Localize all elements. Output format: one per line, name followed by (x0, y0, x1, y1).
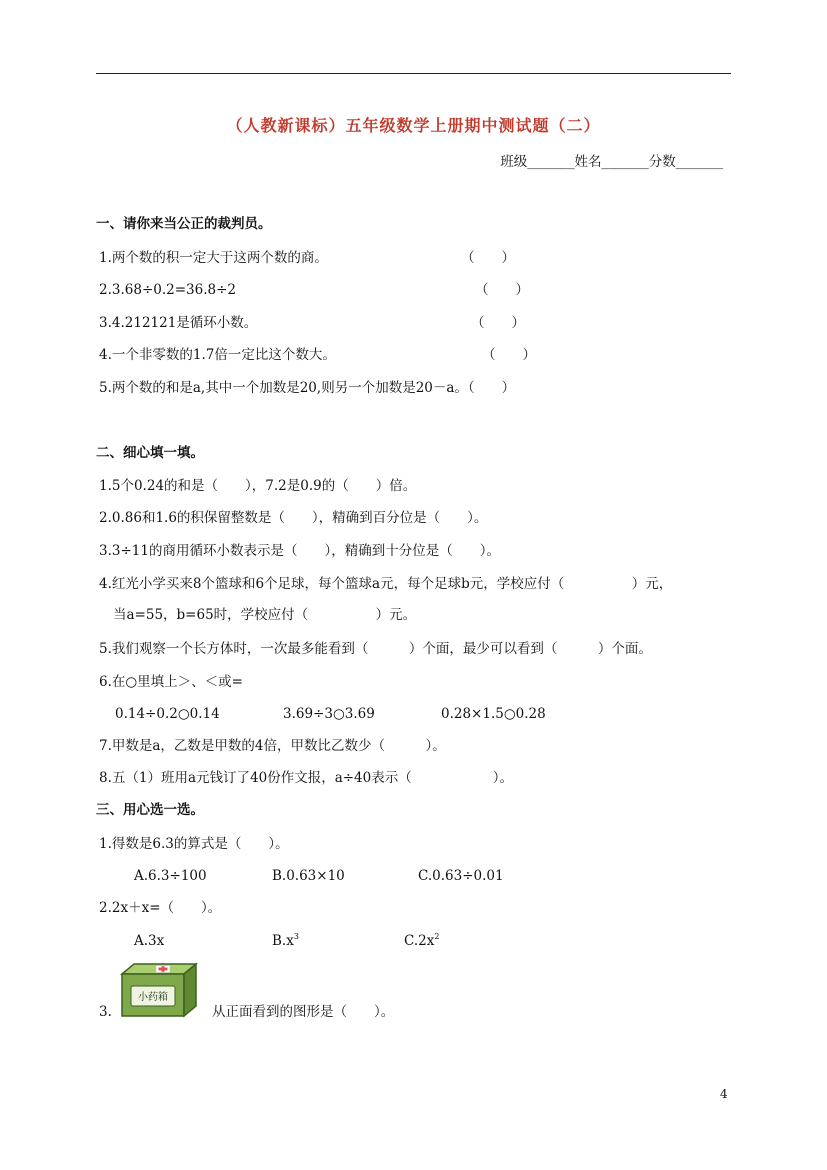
s3-q2-option-b: $B.x^3$ (272, 932, 299, 949)
s3-question-3-text: 从正面看到的图形是（ ）。 (212, 1004, 395, 1020)
exponent-2: 2 (434, 932, 440, 941)
s3-q1-option-b: B.0.63×10 (272, 868, 345, 884)
s3-question-2: 2.2x＋x=（ ）。 (99, 900, 222, 916)
s1-item-1-text: 1.两个数的积一定大于这两个数的商。 (99, 250, 328, 266)
section-3-heading: 三、用心选一选。 (96, 802, 204, 818)
s1-item-1-bracket: （ ） (461, 250, 515, 266)
section-1-heading: 一、请你来当公正的裁判员。 (96, 216, 272, 232)
s3-question-3-number: 3. (99, 1004, 112, 1020)
student-info-line: 班级_______姓名_______分数_______ (500, 154, 723, 170)
s2-item-1: 1.5个0.24的和是（ ），7.2是0.9的（ ）倍。 (99, 478, 417, 494)
compare-2: 3.69÷3○3.69 (283, 706, 375, 722)
medicine-box-label: 小药箱 (138, 992, 168, 1003)
s2-item-7: 7.甲数是a，乙数是甲数的4倍，甲数比乙数少（ ）。 (99, 738, 446, 754)
s3-q1-option-c: C.0.63÷0.01 (418, 868, 504, 884)
s2-item-4-cont: 当a=55，b=65时，学校应付（ ）元。 (113, 607, 417, 623)
s1-item-3-bracket: （ ） (471, 315, 525, 331)
section-2-heading: 二、细心填一填。 (96, 445, 204, 461)
s2-item-2: 2.0.86和1.6的积保留整数是（ ），精确到百分位是（ ）。 (99, 510, 488, 526)
s3-question-1: 1.得数是6.3的算式是（ ）。 (99, 836, 289, 852)
compare-1: 0.14÷0.2○0.14 (115, 706, 220, 722)
s1-item-5-text: 5.两个数的和是a,其中一个加数是20,则另一个加数是20－a。（ ） (99, 380, 516, 396)
s2-item-4: 4.红光小学买来8个篮球和6个足球，每个篮球a元，每个足球b元，学校应付（ ）元， (99, 576, 673, 592)
s2-item-5: 5.我们观察一个长方体时，一次最多能看到（ ）个面，最少可以看到（ ）个面。 (99, 641, 652, 657)
page-number: 4 (720, 1087, 728, 1101)
s2-item-6: 6.在○里填上＞、＜或= (99, 674, 243, 690)
exponent-3: 3 (293, 932, 299, 941)
compare-3: 0.28×1.5○0.28 (441, 706, 546, 722)
s2-item-8: 8.五（1）班用a元钱订了40份作文报，a÷40表示（ ）。 (99, 770, 513, 786)
header-rule (96, 73, 731, 74)
s3-q1-option-a: A.6.3÷100 (134, 868, 207, 884)
s2-item-3: 3.3÷11的商用循环小数表示是（ ），精确到十分位是（ ）。 (99, 543, 500, 559)
s1-item-2-bracket: （ ） (475, 282, 529, 298)
s3-q2-option-a: A.3x (134, 933, 165, 949)
s1-item-4-text: 4.一个非零数的1.7倍一定比这个数大。 (99, 347, 336, 363)
s1-item-2-text: 2.3.68÷0.2=36.8÷2 (99, 282, 236, 298)
s3-q2-option-c: $C.2x^2$ (404, 932, 440, 949)
page-title: （人教新课标）五年级数学上册期中测试题（二） (226, 116, 601, 135)
medicine-box-image (118, 960, 198, 1018)
s1-item-4-bracket: （ ） (482, 347, 536, 363)
s1-item-3-text: 3.4.212121是循环小数。 (99, 315, 258, 331)
